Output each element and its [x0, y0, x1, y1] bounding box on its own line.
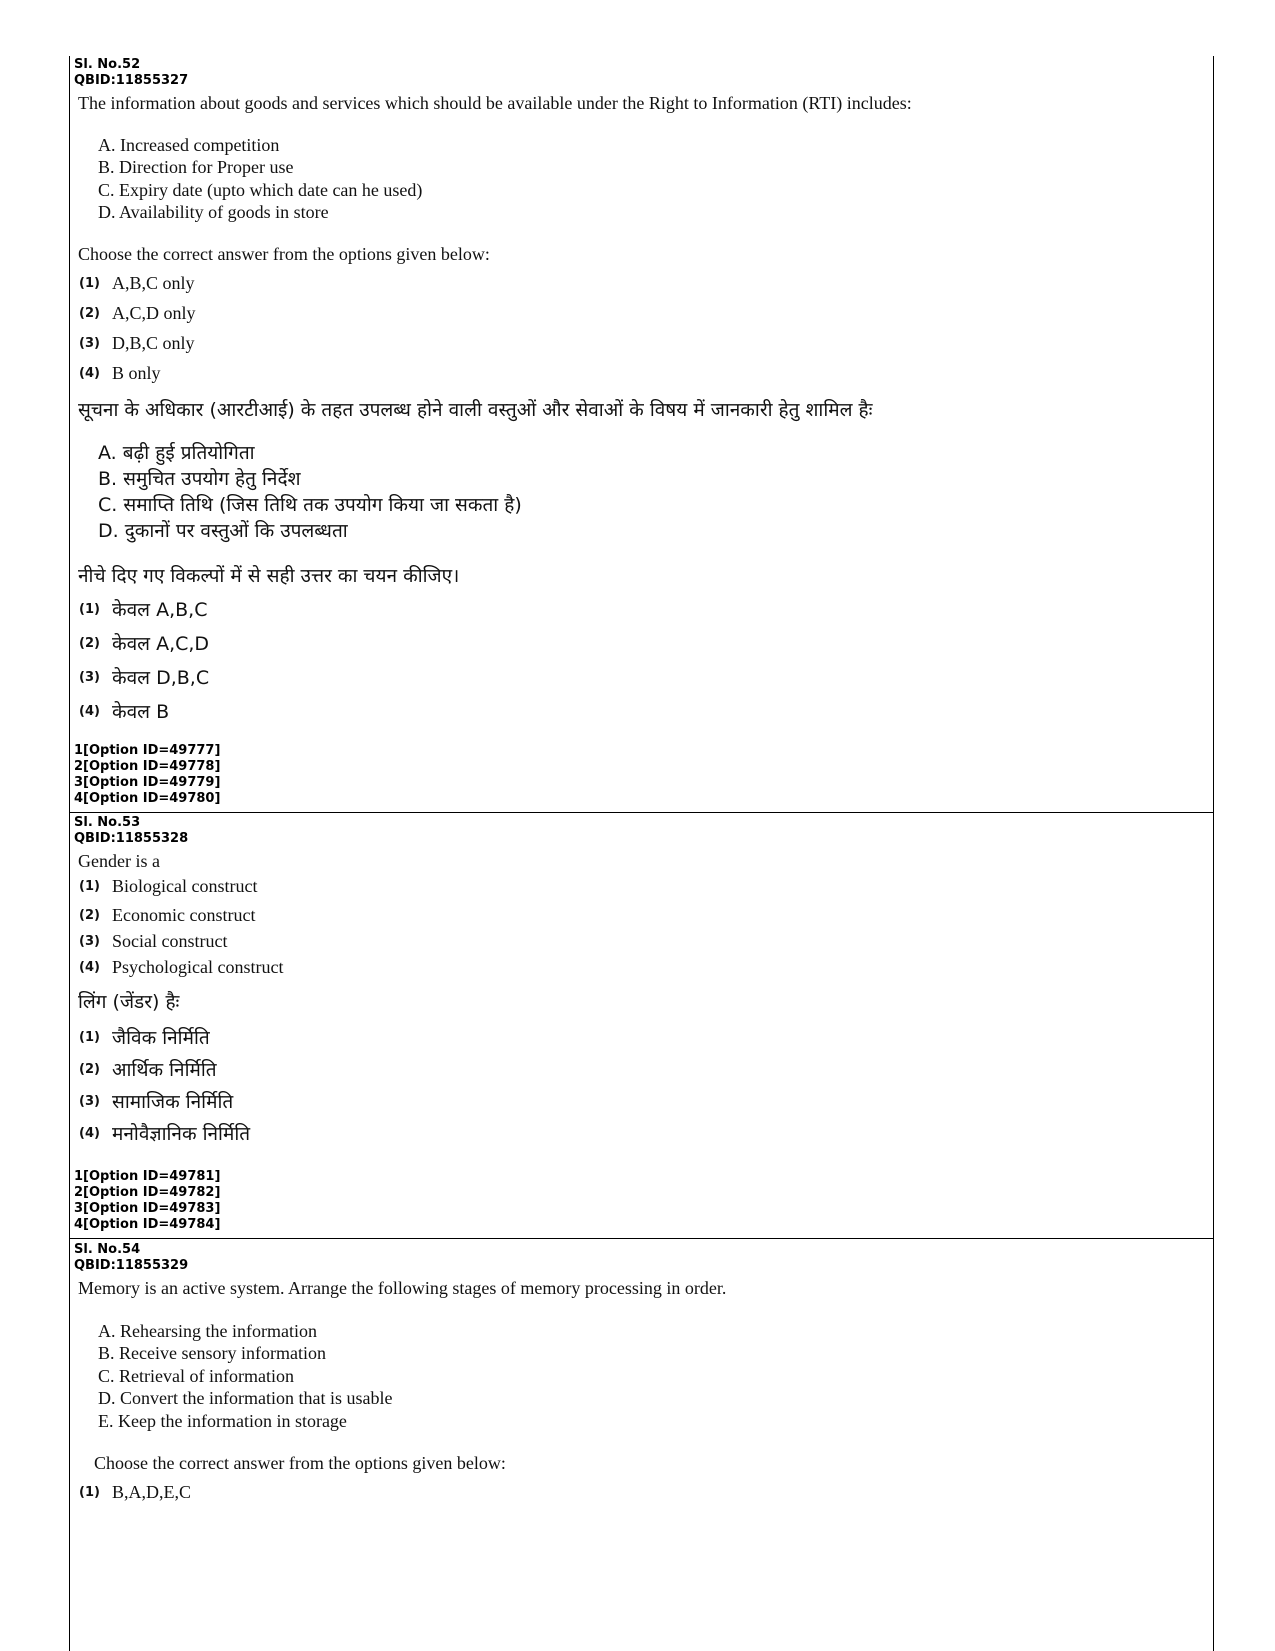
option-id: 4[Option ID=49780] — [74, 791, 221, 806]
option-number: (2) — [79, 636, 100, 651]
statement: D. Convert the information that is usable — [98, 1388, 393, 1408]
option-id: 4[Option ID=49784] — [74, 1217, 221, 1232]
option-number: (2) — [79, 908, 100, 923]
qbid: QBID:11855329 — [74, 1258, 189, 1273]
option-number: (4) — [79, 704, 100, 719]
option-text: जैविक निर्मिति — [112, 1027, 210, 1049]
option-id: 1[Option ID=49777] — [74, 743, 221, 758]
option-number: (1) — [79, 1030, 100, 1045]
option-number: (4) — [79, 960, 100, 975]
option-number: (1) — [79, 602, 100, 617]
question-stem-hi: सूचना के अधिकार (आरटीआई) के तहत उपलब्ध होने वाली वस्तुओं और सेवाओं के विषय में जानकारी हेतु शामिल हैः — [78, 399, 873, 421]
option-number: (1) — [79, 879, 100, 894]
serial-number: Sl. No.52 — [74, 57, 141, 72]
option-text: Social construct — [112, 931, 228, 951]
question-54 — [70, 1239, 1213, 1651]
statement: B. Receive sensory information — [98, 1343, 326, 1363]
statement: E. Keep the information in storage — [98, 1411, 347, 1431]
qbid: QBID:11855327 — [74, 73, 189, 88]
question-stem-en: The information about goods and services which should be available under the Right to Information (RTI) includes: — [78, 93, 912, 113]
question-stem-en: Memory is an active system. Arrange the following stages of memory processing in order. — [78, 1278, 727, 1298]
option-text: D,B,C only — [112, 333, 195, 353]
qbid: QBID:11855328 — [74, 831, 189, 846]
option-text: B,A,D,E,C — [112, 1482, 192, 1502]
option-text: A,B,C only — [112, 273, 195, 293]
question-stem-en: Gender is a — [78, 851, 160, 871]
question-53 — [70, 813, 1213, 1238]
statement-hi: C. समाप्ति तिथि (जिस तिथि तक उपयोग किया जा सकता है) — [98, 494, 522, 516]
statement-hi: B. समुचित उपयोग हेतु निर्देश — [98, 468, 301, 490]
option-id: 2[Option ID=49782] — [74, 1185, 221, 1200]
option-text: Economic construct — [112, 905, 256, 925]
option-id-list — [74, 1169, 220, 1233]
statement: A. Rehearsing the information — [98, 1321, 317, 1341]
statement: D. Availability of goods in store — [98, 202, 329, 222]
option-text: मनोवैज्ञानिक निर्मिति — [112, 1123, 251, 1145]
choose-instruction-en: Choose the correct answer from the options given below: — [94, 1453, 506, 1473]
statement-hi: A. बढ़ी हुई प्रतियोगिता — [98, 442, 255, 464]
serial-number: Sl. No.54 — [74, 1242, 141, 1257]
option-number: (4) — [79, 1126, 100, 1141]
option-number: (1) — [79, 1485, 100, 1500]
choose-instruction-en: Choose the correct answer from the options given below: — [78, 244, 490, 264]
option-text: केवल A,C,D — [112, 633, 210, 655]
option-number: (3) — [79, 336, 100, 351]
option-text: A,C,D only — [112, 303, 196, 323]
option-id: 3[Option ID=49783] — [74, 1201, 221, 1216]
statement: B. Direction for Proper use — [98, 157, 294, 177]
option-text: Biological construct — [112, 876, 258, 896]
option-text: B only — [112, 363, 161, 383]
option-text: केवल B — [112, 701, 170, 723]
question-stem-hi: लिंग (जेंडर) हैः — [78, 991, 180, 1013]
statement: C. Retrieval of information — [98, 1366, 294, 1386]
serial-number: Sl. No.53 — [74, 815, 141, 830]
option-text: केवल D,B,C — [112, 667, 210, 689]
option-number: (3) — [79, 1094, 100, 1109]
statement-hi: D. दुकानों पर वस्तुओं कि उपलब्धता — [98, 520, 348, 542]
choose-instruction-hi: नीचे दिए गए विकल्पों में से सही उत्तर का चयन कीजिए। — [78, 565, 460, 587]
option-number: (4) — [79, 366, 100, 381]
option-text: केवल A,B,C — [112, 599, 208, 621]
option-text: आर्थिक निर्मिति — [112, 1059, 217, 1081]
option-id-list — [74, 743, 220, 807]
option-number: (3) — [79, 670, 100, 685]
option-number: (1) — [79, 276, 100, 291]
statement: C. Expiry date (upto which date can he used) — [98, 180, 423, 200]
option-id: 2[Option ID=49778] — [74, 759, 221, 774]
page-frame — [69, 56, 1214, 1651]
option-id: 1[Option ID=49781] — [74, 1169, 221, 1184]
option-number: (2) — [79, 306, 100, 321]
statement: A. Increased competition — [98, 135, 280, 155]
option-text: सामाजिक निर्मिति — [112, 1091, 234, 1113]
question-52 — [70, 56, 1213, 812]
option-number: (3) — [79, 934, 100, 949]
option-text: Psychological construct — [112, 957, 284, 977]
option-number: (2) — [79, 1062, 100, 1077]
option-id: 3[Option ID=49779] — [74, 775, 221, 790]
